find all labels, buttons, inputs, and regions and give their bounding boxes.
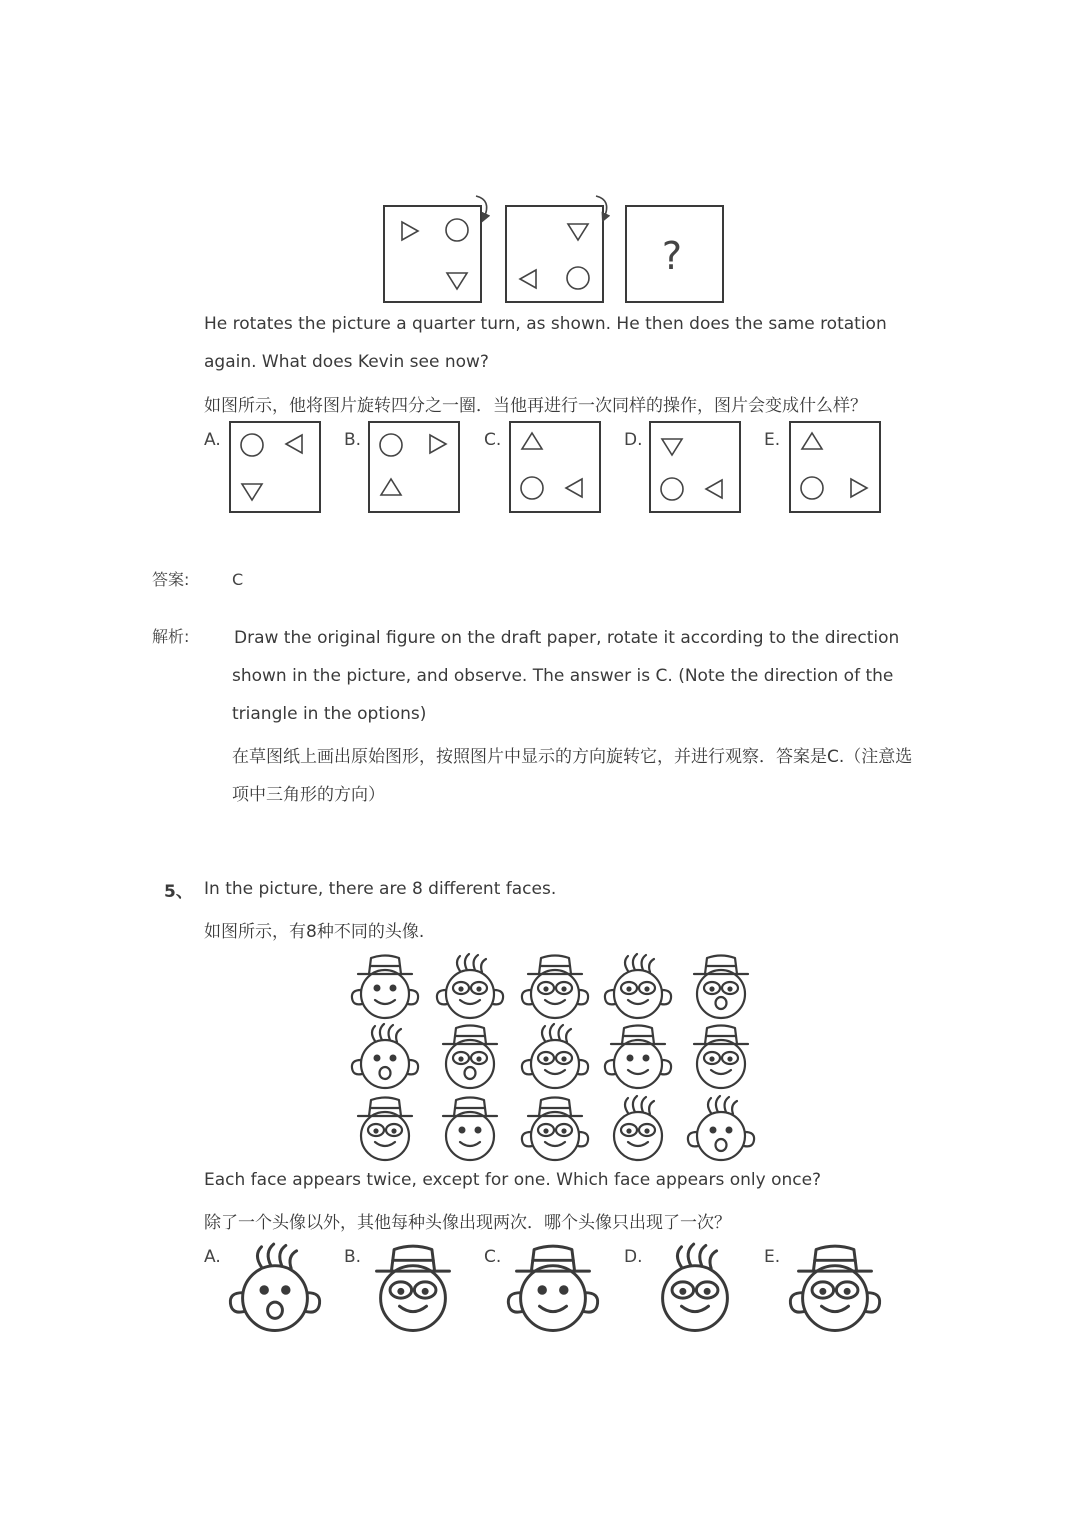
triangle-right-icon — [430, 435, 446, 453]
triangle-left-icon — [286, 435, 302, 453]
face-option-icon[interactable] — [790, 1246, 879, 1330]
face-icon — [605, 954, 671, 1018]
triangle-up-icon — [802, 433, 822, 449]
face-icon — [688, 1096, 754, 1160]
q5-option-e-label: E. — [764, 1247, 781, 1267]
triangle-down-icon — [662, 439, 682, 455]
triangle-up-icon — [381, 479, 401, 495]
rotation-sequence-figure — [380, 190, 740, 310]
triangle-down-icon — [447, 273, 467, 289]
q5-option-b-label: B. — [344, 1247, 362, 1267]
faces-grid — [345, 950, 765, 1160]
face-icon — [605, 1026, 671, 1089]
face-icon — [694, 1026, 748, 1089]
q5-text-en: In the picture, there are 8 different faces. — [204, 879, 557, 899]
q5-number: 5、 — [164, 882, 193, 902]
analysis-en-2: shown in the picture, and observe. The answer is C. (Note the direction of the — [232, 666, 894, 686]
q5-question-zh: 除了一个头像以外，其他每种头像出现两次．哪个头像只出现了一次？ — [204, 1213, 731, 1233]
q4-option-c-label: C. — [484, 430, 502, 450]
face-option-icon[interactable] — [508, 1246, 597, 1330]
analysis-zh-1: 在草图纸上画出原始图形，按照图片中显示的方向旋转它，并进行观察．答案是C.（注意选 — [232, 747, 913, 767]
q4-option-c-figure[interactable] — [509, 421, 603, 515]
face-icon — [352, 1024, 418, 1088]
face-icon — [614, 1096, 662, 1160]
face-icon — [443, 1098, 497, 1161]
face-icon — [443, 1026, 497, 1089]
analysis-label: 解析: — [152, 627, 190, 646]
q5-text-zh: 如图所示，有8种不同的头像. — [204, 922, 425, 942]
circle-icon — [661, 478, 683, 500]
circle-icon — [241, 434, 263, 456]
q4-text-zh: 如图所示，他将图片旋转四分之一圈．当他再进行一次同样的操作，图片会变成什么样？ — [204, 396, 867, 416]
triangle-down-icon — [568, 224, 588, 240]
face-option-icon[interactable] — [230, 1244, 319, 1330]
face-icon — [522, 956, 588, 1019]
q5-question-en: Each face appears twice, except for one. Which face appears only once? — [204, 1170, 822, 1190]
triangle-right-icon — [402, 222, 418, 240]
q4-option-a-figure[interactable] — [229, 421, 323, 515]
circle-icon — [380, 434, 402, 456]
q4-text-en-1: He rotates the picture a quarter turn, as shown. He then does the same rotation — [204, 314, 887, 334]
triangle-up-icon — [522, 433, 542, 449]
q4-option-b-label: B. — [344, 430, 362, 450]
triangle-left-icon — [520, 270, 536, 288]
q4-option-d-label: D. — [624, 430, 643, 450]
face-option-icon[interactable] — [377, 1246, 450, 1330]
sequence-box-2 — [506, 206, 603, 302]
triangle-left-icon — [706, 480, 722, 498]
face-icon — [358, 1098, 412, 1161]
face-options — [215, 1240, 915, 1340]
q5-option-a-label: A. — [204, 1247, 221, 1267]
face-icon — [522, 1098, 588, 1161]
face-option-icon[interactable] — [663, 1244, 728, 1330]
q4-option-e-label: E. — [764, 430, 781, 450]
q5-option-c-label: C. — [484, 1247, 502, 1267]
sequence-box-1 — [384, 206, 481, 302]
q5-option-d-label: D. — [624, 1247, 643, 1267]
answer-label: 答案: — [152, 570, 190, 589]
face-icon — [437, 954, 503, 1018]
face-icon — [522, 1024, 588, 1088]
circle-icon — [446, 219, 468, 241]
face-icon — [352, 956, 418, 1019]
q4-option-e-figure[interactable] — [789, 421, 883, 515]
analysis-zh-2: 项中三角形的方向） — [232, 785, 385, 805]
triangle-left-icon — [566, 479, 582, 497]
q4-option-a-label: A. — [204, 430, 221, 450]
circle-icon — [521, 477, 543, 499]
analysis-en-1: Draw the original figure on the draft paper, rotate it according to the direction — [234, 628, 900, 648]
circle-icon — [567, 267, 589, 289]
triangle-down-icon — [242, 484, 262, 500]
circle-icon — [801, 477, 823, 499]
face-icon — [694, 956, 748, 1019]
triangle-right-icon — [851, 479, 867, 497]
q4-option-d-figure[interactable] — [649, 421, 743, 515]
analysis-en-3: triangle in the options) — [232, 704, 427, 724]
question-mark: ? — [661, 234, 683, 278]
q4-option-b-figure[interactable] — [368, 421, 462, 515]
q4-text-en-2: again. What does Kevin see now? — [204, 352, 489, 372]
answer-value: C — [232, 570, 244, 589]
